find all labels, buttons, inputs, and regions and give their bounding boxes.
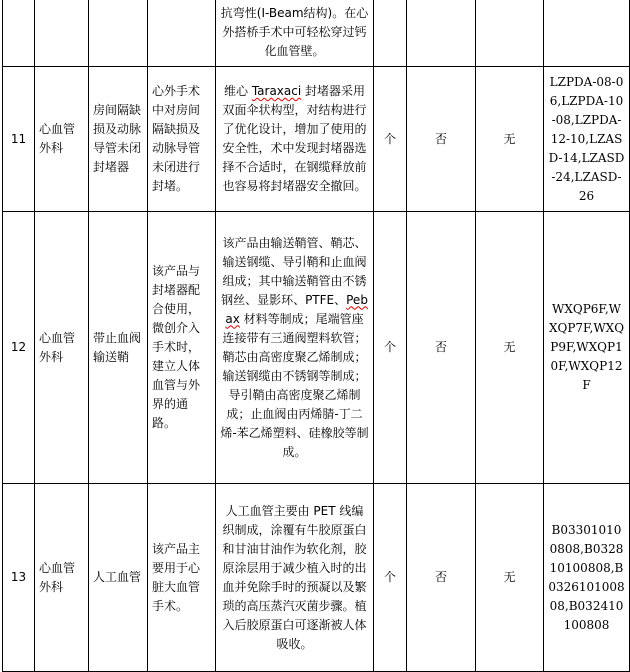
usage-cell: 心外手术中对房间隔缺损及动脉导管未闭进行封堵。 <box>148 67 216 212</box>
flag-cell: 否 <box>407 212 476 484</box>
flag-cell: 否 <box>407 484 476 672</box>
description-text: 材料等制成；尾端管座连接带有三通阀塑料软管；鞘芯由高密度聚乙烯制成；输送钢缆由不锈钢等制成；导引鞘由高密度聚乙烯制成；止血阀由丙烯腈-丁二烯-苯乙烯塑料、硅橡胶等制成。 <box>220 311 369 459</box>
spellcheck-word: Taraxaci <box>251 84 302 98</box>
description-cell <box>216 67 374 212</box>
model-cell <box>544 0 630 67</box>
usage-cell: 该产品与封堵器配合使用，微创介入手术时，建立人体血管与外界的通路。 <box>148 212 216 484</box>
unit-cell: 个 <box>374 484 407 672</box>
unit-cell: 个 <box>374 67 407 212</box>
department-cell: 心血管外科 <box>35 212 89 484</box>
model-cell: LZPDA-08-06,LZPDA-10-08,LZPDA-12-10,LZASD-14,LZASD-24,LZASD-26 <box>544 67 630 212</box>
description-cell <box>216 0 374 67</box>
usage-cell <box>148 0 216 67</box>
table-row <box>3 67 630 212</box>
flag-cell: 无 <box>476 212 544 484</box>
flag-cell: 无 <box>476 484 544 672</box>
product-name-cell: 房间隔缺损及动脉导管未闭封堵器 <box>89 67 148 212</box>
table-row <box>3 0 630 67</box>
flag-cell: 否 <box>407 67 476 212</box>
table-row <box>3 212 630 484</box>
spellcheck-word: Pebax <box>225 292 368 326</box>
description-text: 维心 <box>223 84 252 98</box>
department-cell: 心血管外科 <box>35 67 89 212</box>
flag-cell <box>407 0 476 67</box>
description-cell <box>216 484 374 672</box>
unit-cell: 个 <box>374 212 407 484</box>
flag-cell <box>476 0 544 67</box>
department-cell <box>35 0 89 67</box>
product-table <box>2 0 630 672</box>
description-text: 封堵器采用双面伞状构型，对结构进行了优化设计，增加了使用的安全性，术中发现封堵器选择不合适时，在钢缆释放前也容易将封堵器安全撤回。 <box>222 84 367 193</box>
model-cell: B033010100808,B032810100808,B032610100808,B032410100808 <box>544 484 630 672</box>
row-number: 12 <box>3 212 35 484</box>
usage-cell: 该产品主要用于心脏大血管手术。 <box>148 484 216 672</box>
table-row <box>3 484 630 672</box>
product-name-cell: 带止血阀输送鞘 <box>89 212 148 484</box>
model-cell: WXQP6F,WXQP7F,WXQP9F,WXQP10F,WXQP12F <box>544 212 630 484</box>
product-name-cell <box>89 0 148 67</box>
department-cell: 心血管外科 <box>35 484 89 672</box>
description-text: 人工血管主要由 PET 线编织制成，涂覆有牛胶原蛋白和甘油甘油作为软化剂，胶原涂层用于减少植入时的出血并免除手时的预凝以及繁琐的高压蒸汽灭菌步骤。植入后胶原蛋白可逐渐被人体吸收。 <box>222 503 367 651</box>
row-number: 11 <box>3 67 35 212</box>
description-text: 该产品由输送鞘管、鞘芯、输送钢缆、导引鞘和止血阀组成；其中输送鞘管由不锈钢丝、显影环、PTFE、 <box>221 235 367 307</box>
product-name-cell: 人工血管 <box>89 484 148 672</box>
description-text: 抗弯性(I-Beam结构)。在心外搭桥手术中可轻松穿过钙化血管壁。 <box>220 6 369 58</box>
flag-cell: 无 <box>476 67 544 212</box>
row-number: 13 <box>3 484 35 672</box>
unit-cell <box>374 0 407 67</box>
description-cell <box>216 212 374 484</box>
row-number <box>3 0 35 67</box>
